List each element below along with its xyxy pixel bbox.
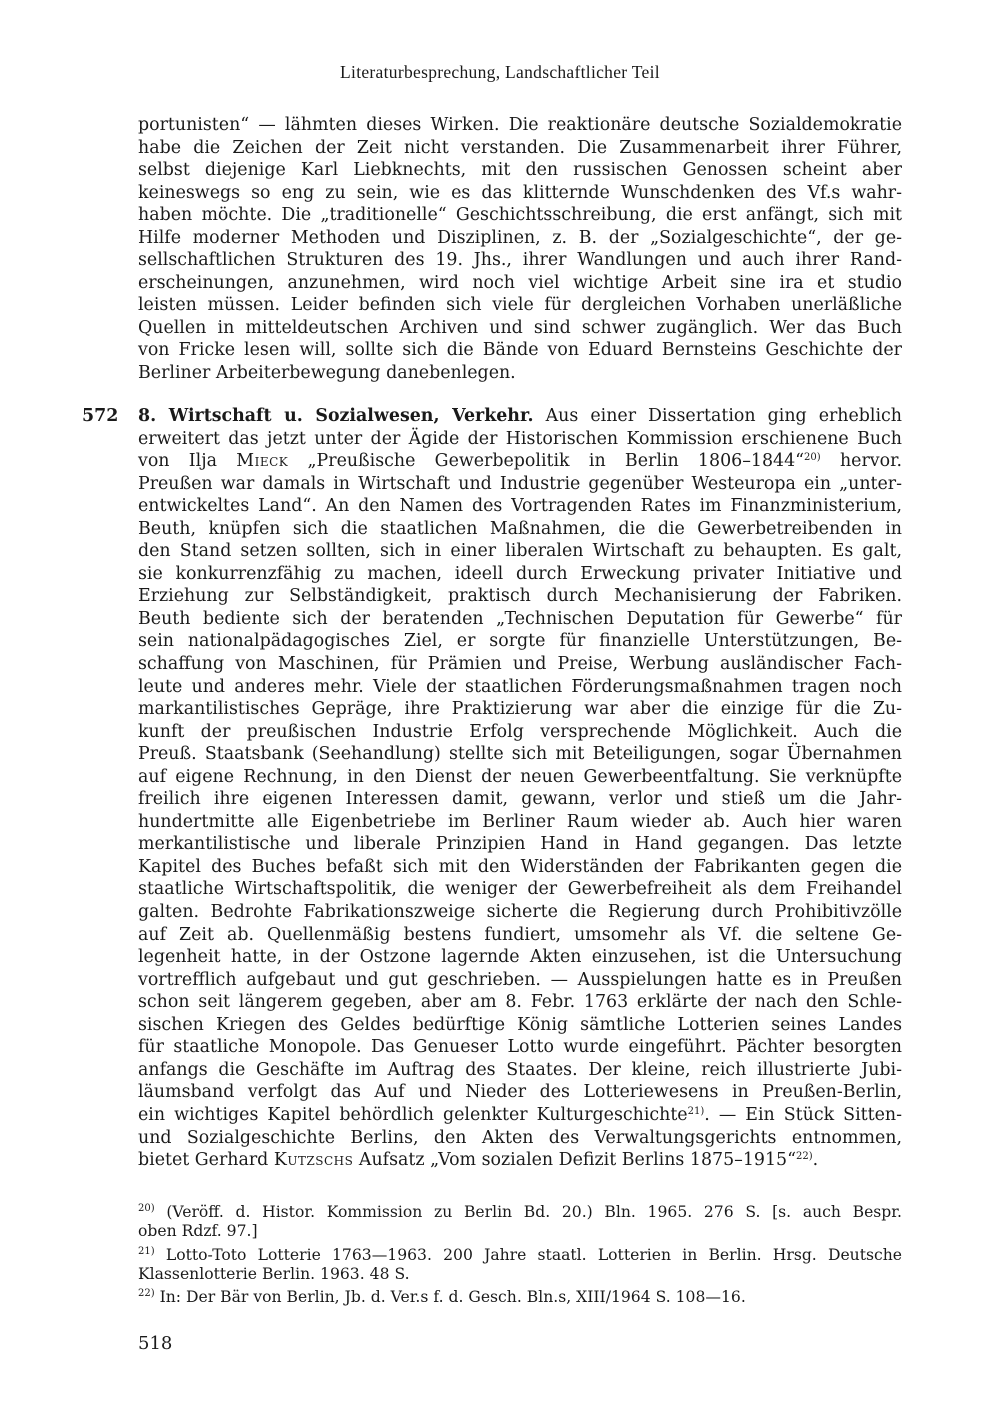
text-line: bietet Gerhard Kutzschs Aufsatz „Vom sozialen Defizit Berlins 1875–1915“$^{22)}$. [138, 1150, 819, 1171]
running-header: Literaturbesprechung, Landschaftlicher Teil [340, 62, 660, 82]
text-line: schon seit längerem gegeben, aber am 8. Febr. 1763 erklärte der nach den Schle- [138, 992, 902, 1013]
text-line: Erziehung zur Selbständigkeit, praktisch durch Mechanisierung der Fabriken. [138, 586, 902, 607]
footnote-22: $^{22)}$ In: Der Bär von Berlin, Jb. d. Ver.s f. d. Gesch. Bln.s, XIII/1964 S. 108—16. [138, 1288, 746, 1307]
text-line: merkantilistische und liberale Prinzipien Hand in Hand gegangen. Das letzte [138, 834, 902, 855]
text-line: auf eigene Rechnung, in den Dienst der neuen Gewerbeentfaltung. Sie verknüpfte [138, 766, 902, 787]
text-line: und Sozialgeschichte Berlins, den Akten des Verwaltungsgerichts entnommen, [138, 1127, 902, 1148]
text-line: Hilfe moderner Methoden und Disziplinen, z. B. der „Sozialgeschichte“, der ge- [138, 227, 902, 248]
author-name: Kutzschs [273, 1150, 354, 1171]
text-line: sie konkurrenzfähig zu machen, ideell durch Erweckung privater Initiative und [138, 563, 902, 584]
text-line: sein nationalpädagogisches Ziel, er sorgte für finanzielle Unterstützungen, Be- [138, 631, 902, 652]
text-line: den Stand setzen sollten, sich in einer liberalen Wirtschaft zu behaupten. Es galt, [138, 541, 902, 562]
paragraph-2 [138, 405, 902, 1172]
text-line: legenheit hatte, in der Ostzone lagernde Akten einzusehen, ist die Untersuchung [138, 947, 902, 968]
text-line: von Fricke lesen will, sollte sich die Bände von Eduard Bernsteins Geschichte der [138, 340, 902, 360]
footnote-ref: 20) [804, 452, 821, 464]
footnote-21-cont: Klassenlotterie Berlin. 1963. 48 S. [138, 1264, 410, 1283]
text-line: selbst diejenige Karl Liebknechts, mit den russischen Genossen scheint aber [138, 160, 902, 180]
text-line: Preuß. Staatsbank (Seehandlung) stellte sich mit Beteiligungen, sogar Übernahmen [138, 744, 902, 765]
text-line: keineswegs so eng zu sein, wie es das klitternde Wunschdenken des Vf.s wahr- [138, 182, 902, 203]
text-line: erweitert das jetzt unter der Ägide der Historischen Kommission erschienene Buch [138, 428, 902, 449]
text-line: Beuth, knüpfen sich die staatlichen Maßnahmen, die die Gewerbetreibenden in [138, 518, 902, 539]
footnote-20-cont: oben Rdzf. 97.] [138, 1222, 258, 1241]
text-line: schaffung von Maschinen, für Prämien und Preise, Werbung ausländischer Fach- [138, 654, 902, 675]
footnote-ref: 21) [687, 1105, 705, 1117]
text-line: entwickeltes Land“. An den Namen des Vortragenden Rates im Finanzministerium, [138, 496, 902, 517]
text-line: Kapitel des Buches befaßt sich mit den Widerständen der Fabrikanten gegen die [138, 856, 902, 877]
footnote-mark: 20) [138, 1203, 155, 1214]
text-line: kunft der preußischen Industrie Erfolg versprechende Möglichkeit. Auch die [138, 721, 902, 742]
text-line: für staatliche Monopole. Das Genueser Lotto wurde eingeführt. Pächter besorgten [138, 1037, 902, 1058]
text-line: leisten müssen. Leider befinden sich viele für dergleichen Vorhaben unerläßliche [138, 295, 902, 315]
footnote-21: $^{21)}$ Lotto-Toto Lotterie 1763—1963. 200 Jahre staatl. Lotterien in Berlin. Hrsg. Deutsche [138, 1245, 902, 1264]
text-line: habe die Zeichen der Zeit nicht verstanden. Die Zusammenarbeit ihrer Führer, [138, 137, 902, 158]
text-line: 8. Wirtschaft u. Sozialwesen, Verkehr. Aus einer Dissertation ging erheblich [138, 406, 902, 426]
margin-number: 572 [82, 406, 119, 426]
text-line: staatliche Wirtschaftspolitik, die weniger der Gewerbefreiheit als dem Freihandel [138, 879, 902, 900]
text-line: vortrefflich aufgebaut und gut geschrieben. — Ausspielungen hatte es in Preußen [138, 969, 902, 990]
text-line: erscheinungen, anzunehmen, wird noch viel wichtige Arbeit sine ira et studio [138, 272, 902, 293]
text-line: galten. Bedrohte Fabrikationszweige sicherte die Regierung durch Prohibitivzölle [138, 902, 902, 923]
text-line: haben möchte. Die „traditionelle“ Geschichtsschreibung, die erst anfängt, sich mit [138, 205, 902, 225]
text-line: Berliner Arbeiterbewegung danebenlegen. [138, 362, 516, 383]
text-line: hundertmitte alle Eigenbetriebe im Berliner Raum wieder ab. Auch hier waren [138, 811, 902, 832]
footnote-mark: 22) [138, 1288, 155, 1300]
footnote-mark: 21) [138, 1245, 155, 1257]
text-line: portunisten“ — lähmten dieses Wirken. Die reaktionäre deutsche Sozialdemokratie [138, 115, 902, 135]
text-line: Preußen war damals in Wirtschaft und Industrie gegenüber Westeuropa ein „unter- [138, 473, 902, 494]
paragraph-2-lines [138, 473, 902, 1104]
text-line: sischen Kriegen des Geldes bedürftige König sämtliche Lotterien seines Landes [138, 1014, 902, 1035]
text-line: leute und anderes mehr. Viele der staatlichen Förderungsmaßnahmen tragen noch [138, 676, 902, 697]
page-number: 518 [138, 1333, 173, 1354]
text-line: anfangs die Geschäfte im Auftrag des Staates. Der kleine, reich illustrierte Jubi- [138, 1059, 902, 1080]
text-line: Quellen in mitteldeutschen Archiven und sind schwer zugänglich. Wer das Buch [138, 317, 902, 338]
section-heading: 8. Wirtschaft u. Sozialwesen, Verkehr. [138, 406, 534, 426]
paragraph-1 [138, 114, 902, 384]
text-line: freilich ihre eigenen Interessen damit, gewann, verlor und stieß um die Jahr- [138, 789, 902, 810]
footnotes [138, 1203, 902, 1307]
text-line: läumsband verfolgt das Auf und Nieder des Lotteriewesens in Preußen-Berlin, [138, 1082, 902, 1103]
text-line: markantilistisches Gepräge, ihre Praktizierung war aber die einzige für die Zu- [138, 699, 902, 720]
text-line: von Ilja Mieck „Preußische Gewerbepolitik in Berlin 1806–1844“$^{20)}$ hervor. [138, 451, 903, 472]
footnote-ref: 22) [796, 1151, 813, 1163]
author-name: Mieck [236, 451, 289, 472]
text-line: sellschaftlichen Strukturen des 19. Jhs., ihrer Wandlungen und auch ihrer Rand- [138, 250, 902, 270]
footnote-20: $^{20)}$ (Veröff. d. Histor. Kommission zu Berlin Bd. 20.) Bln. 1965. 276 S. [s. auch Bespr. [138, 1203, 902, 1221]
text-line: auf Zeit ab. Quellenmäßig bestens fundiert, umsomehr als Vf. die seltene Ge- [138, 924, 902, 945]
text-line: ein wichtiges Kapitel behördlich gelenkter Kulturgeschichte$^{21)}$. — Ein Stück Sitten- [138, 1104, 902, 1125]
text-line: Beuth bediente sich der beratenden „Technischen Deputation für Gewerbe“ für [138, 608, 902, 629]
